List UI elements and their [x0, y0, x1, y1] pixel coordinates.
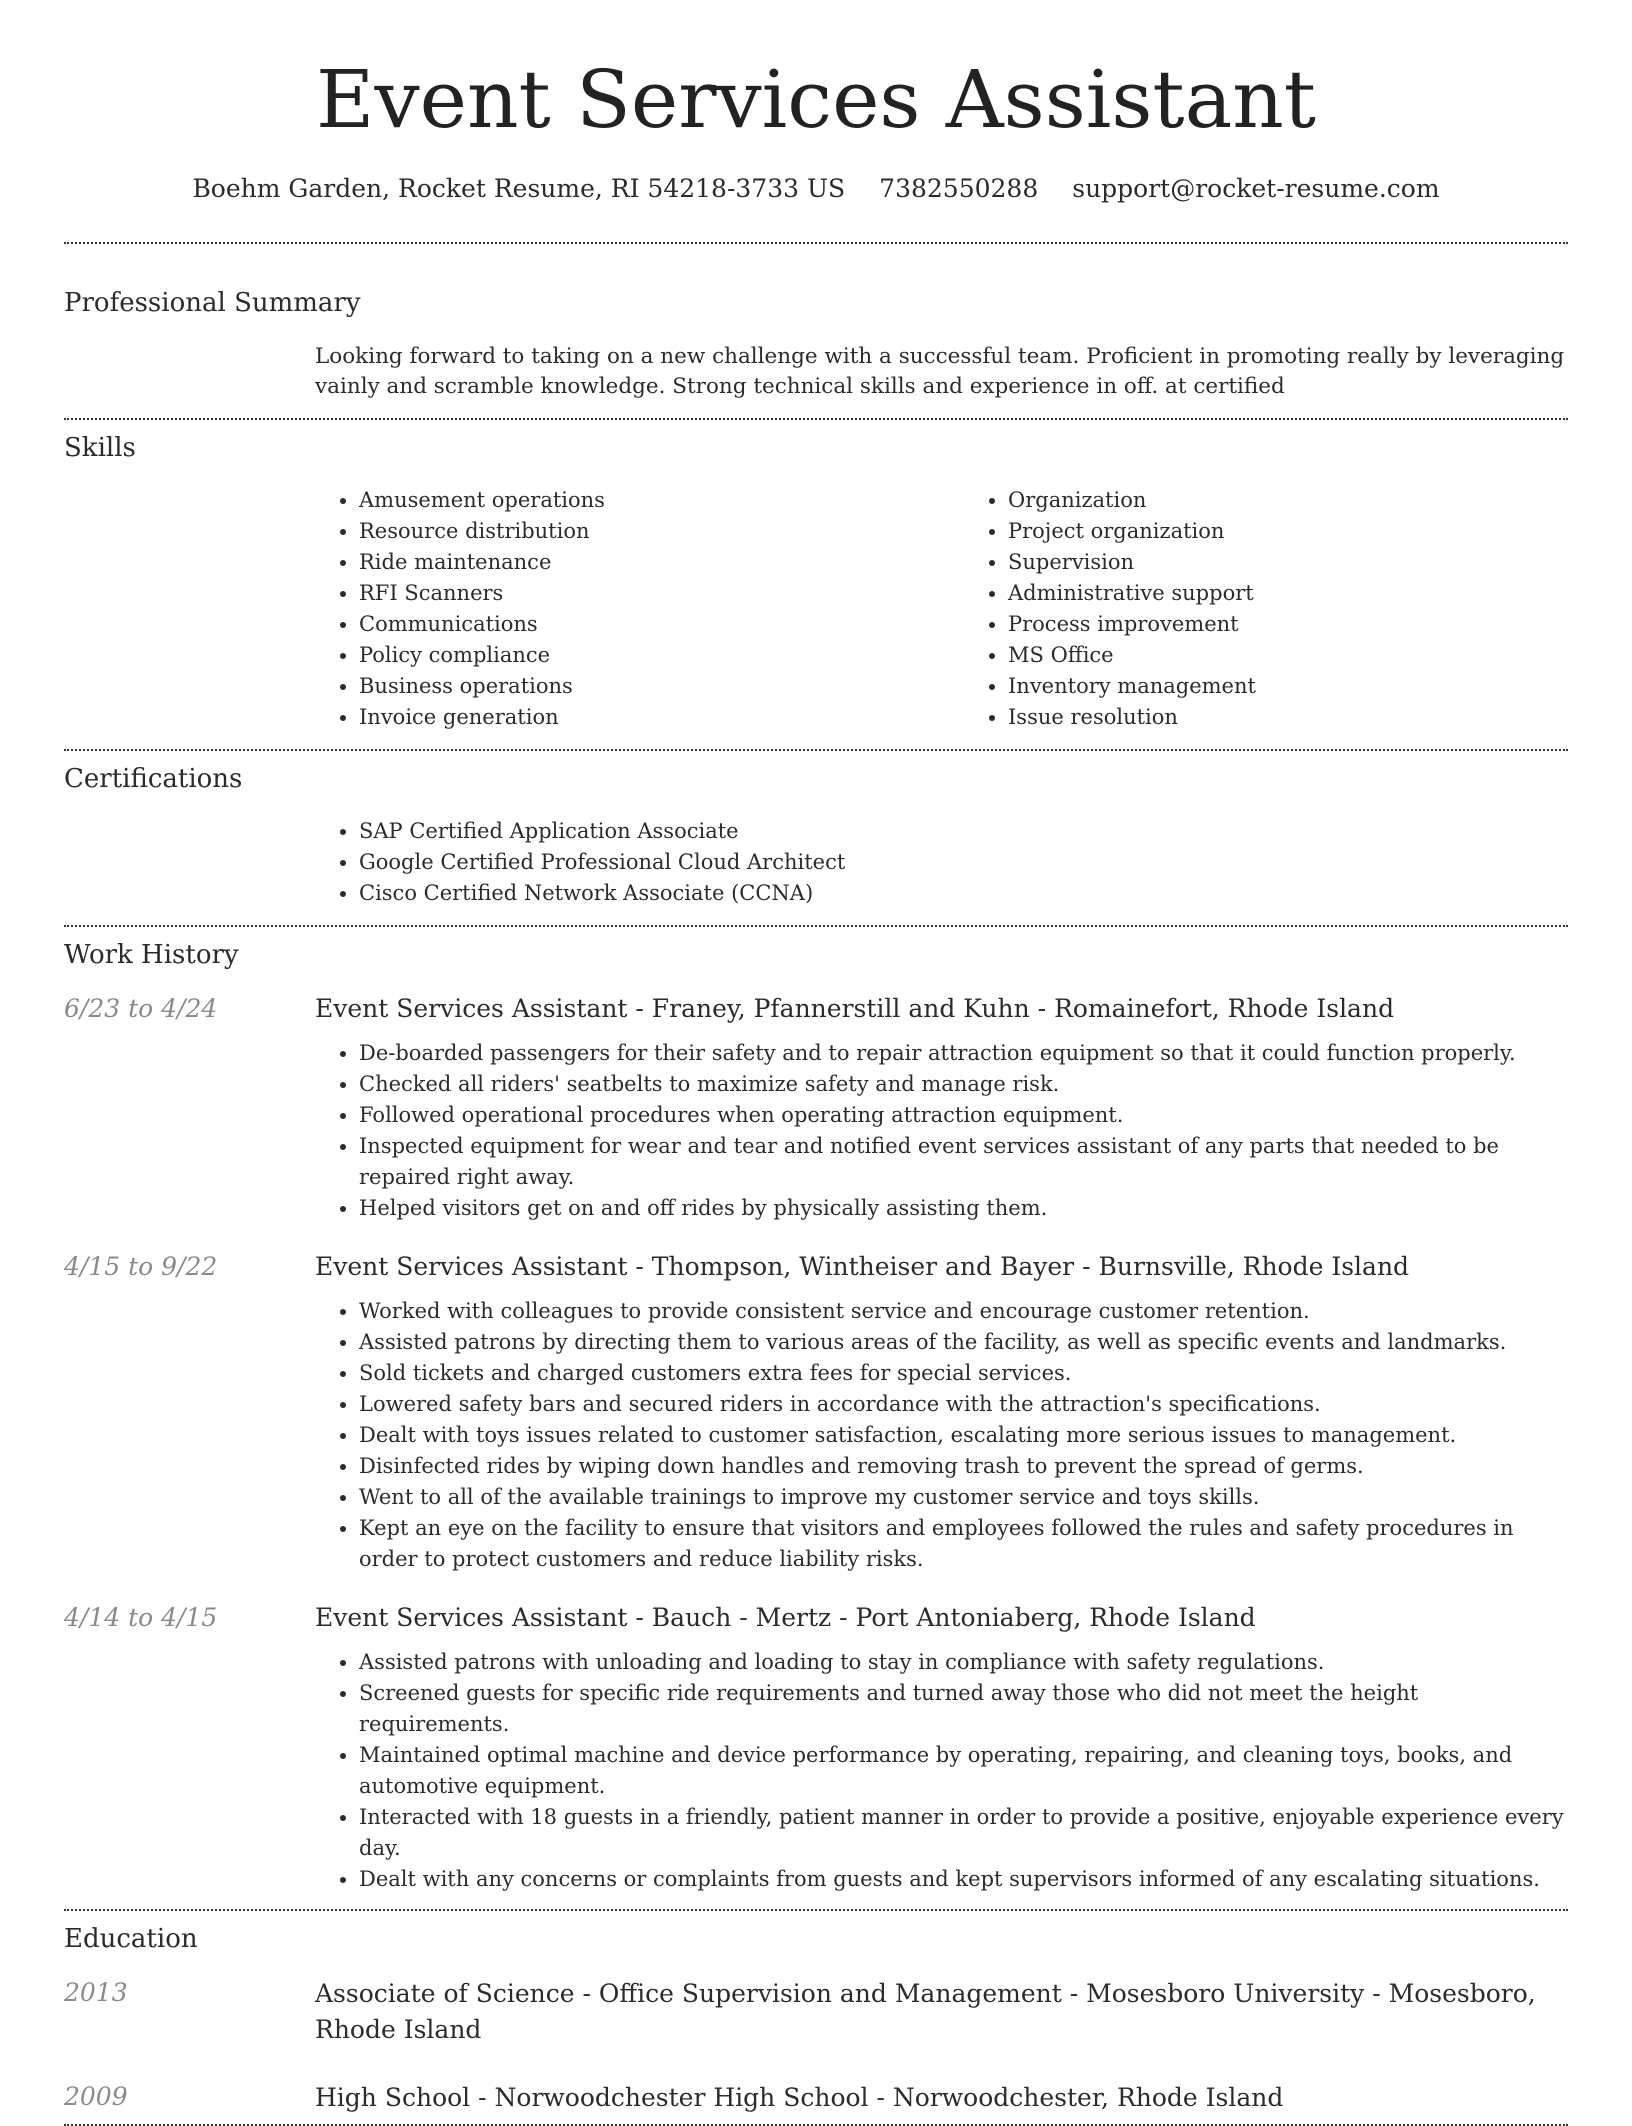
skill-item: • RFI Scanners: [359, 578, 919, 609]
job-details: [315, 1601, 1568, 1895]
education-school-location: - Norwoodchester High School - Norwoodchester, Rhode Island: [470, 2083, 1284, 2112]
skill-item: • Inventory management: [1008, 671, 1568, 702]
job-dates: 4/14 to 4/15: [64, 1603, 218, 1632]
education-details: [315, 2080, 1568, 2116]
education-degree: High School: [315, 2083, 471, 2112]
job-heading: [315, 992, 1568, 1026]
section-title-summary: Professional Summary: [64, 288, 361, 318]
contact-line: [64, 172, 1568, 206]
skill-item: • Amusement operations: [359, 485, 919, 516]
skill-item: • Project organization: [1008, 516, 1568, 547]
section-title-work: Work History: [64, 940, 239, 970]
education-degree: Associate of Science - Office Supervision and Management: [315, 1979, 1062, 2008]
job-bullets: [315, 1647, 1568, 1895]
job-bullet: • Kept an eye on the facility to ensure that visitors and employees followed the rules and safety procedures in order to protect customers and reduce liability risks.: [359, 1513, 1568, 1575]
job-bullet: • Assisted patrons by directing them to various areas of the facility, as well as specific events and landmarks.: [359, 1327, 1568, 1358]
education-section: [64, 1911, 1568, 2116]
job-bullet: • Helped visitors get on and off rides by physically assisting them.: [359, 1193, 1568, 1224]
job-dates: 4/15 to 9/22: [64, 1252, 218, 1281]
skill-item: • Invoice generation: [359, 702, 919, 733]
job-details: [315, 1250, 1568, 1575]
job-bullet: • Interacted with 18 guests in a friendly, patient manner in order to provide a positive, enjoyable experience every day.: [359, 1802, 1568, 1864]
certification-item: • Google Certified Professional Cloud Architect: [359, 847, 1568, 878]
job-bullet: • Maintained optimal machine and device performance by operating, repairing, and cleaning toys, books, and automotive equipment.: [359, 1740, 1568, 1802]
certification-item: • SAP Certified Application Associate: [359, 816, 1568, 847]
job-dates: 6/23 to 4/24: [64, 994, 218, 1023]
section-title-education: Education: [64, 1924, 198, 1954]
skills-columns: [315, 485, 1568, 733]
job-list: [64, 992, 1568, 1895]
section-title-certifications: Certifications: [64, 764, 243, 794]
job-entry: [64, 1601, 1568, 1895]
job-bullet: • Sold tickets and charged customers extra fees for special services.: [359, 1358, 1568, 1389]
skill-item: • Communications: [359, 609, 919, 640]
contact-address: Boehm Garden, Rocket Resume, RI 54218-3733 US: [192, 174, 846, 203]
summary-section: [64, 244, 1568, 402]
skills-list-left: [315, 485, 919, 733]
candidate-name: Event Services Assistant: [316, 53, 1316, 146]
certification-item: • Cisco Certified Network Associate (CCNA): [359, 878, 1568, 909]
job-heading: [315, 1601, 1568, 1635]
skill-item: • Organization: [1008, 485, 1568, 516]
skill-item: • Process improvement: [1008, 609, 1568, 640]
job-bullet: • Dealt with any concerns or complaints from guests and kept supervisors informed of any escalating situations.: [359, 1864, 1568, 1895]
job-bullet: • Went to all of the available trainings to improve my customer service and toys skills.: [359, 1482, 1568, 1513]
contact-phone: 7382550288: [879, 174, 1039, 203]
job-bullets: [315, 1296, 1568, 1575]
job-employer-location: - Franey, Pfannerstill and Kuhn - Romainefort, Rhode Island: [627, 994, 1395, 1023]
job-details: [315, 992, 1568, 1224]
skills-section: [64, 420, 1568, 733]
job-bullet: • Dealt with toys issues related to customer satisfaction, escalating more serious issues to management.: [359, 1420, 1568, 1451]
job-bullet: • Inspected equipment for wear and tear and notified event services assistant of any parts that needed to be repaired right away.: [359, 1131, 1568, 1193]
job-entry: [64, 992, 1568, 1224]
job-entry: [64, 1250, 1568, 1575]
education-details: [315, 1976, 1568, 2048]
skill-item: • Policy compliance: [359, 640, 919, 671]
job-bullet: • Assisted patrons with unloading and loading to stay in compliance with safety regulations.: [359, 1647, 1568, 1678]
certifications-list: [315, 816, 1568, 909]
job-bullets: [315, 1038, 1568, 1224]
resume-page: [64, 0, 1568, 2126]
skill-item: • MS Office: [1008, 640, 1568, 671]
skill-item: • Resource distribution: [359, 516, 919, 547]
job-bullet: • Lowered safety bars and secured riders in accordance with the attraction's specifications.: [359, 1389, 1568, 1420]
job-bullet: • Followed operational procedures when operating attraction equipment.: [359, 1100, 1568, 1131]
job-bullet: • De-boarded passengers for their safety and to repair attraction equipment so that it could function properly.: [359, 1038, 1568, 1069]
job-title: Event Services Assistant: [315, 994, 628, 1023]
job-heading: [315, 1250, 1568, 1284]
work-section: [64, 927, 1568, 1895]
skill-item: • Ride maintenance: [359, 547, 919, 578]
education-year: 2009: [64, 2082, 128, 2111]
section-title-skills: Skills: [64, 433, 136, 463]
certifications-body: [315, 816, 1568, 909]
skill-item: • Business operations: [359, 671, 919, 702]
education-year: 2013: [64, 1978, 128, 2007]
job-bullet: • Screened guests for specific ride requirements and turned away those who did not meet the height requirements.: [359, 1678, 1568, 1740]
job-bullet: • Worked with colleagues to provide consistent service and encourage customer retention.: [359, 1296, 1568, 1327]
skill-item: • Supervision: [1008, 547, 1568, 578]
education-entry: [64, 2080, 1568, 2116]
education-school-location: - Mosesboro University - Mosesboro, Rhode Island: [315, 1979, 1536, 2044]
job-title: Event Services Assistant: [315, 1603, 628, 1632]
job-employer-location: - Thompson, Wintheiser and Bayer - Burnsville, Rhode Island: [627, 1252, 1410, 1281]
job-title: Event Services Assistant: [315, 1252, 628, 1281]
skill-item: • Issue resolution: [1008, 702, 1568, 733]
job-bullet: • Disinfected rides by wiping down handles and removing trash to prevent the spread of germs.: [359, 1451, 1568, 1482]
skill-item: • Administrative support: [1008, 578, 1568, 609]
job-bullet: • Checked all riders' seatbelts to maximize safety and manage risk.: [359, 1069, 1568, 1100]
skills-list-right: [964, 485, 1568, 733]
education-entry: [64, 1976, 1568, 2048]
summary-text: Looking forward to taking on a new challenge with a successful team. Proficient in promoting really by leveraging vainly and scramble knowledge. Strong technical skills and experience in off. at certified: [315, 344, 1565, 399]
education-list: [64, 1976, 1568, 2116]
job-employer-location: - Bauch - Mertz - Port Antoniaberg, Rhode Island: [627, 1603, 1256, 1632]
contact-email: support@rocket-resume.com: [1072, 174, 1440, 203]
certifications-section: [64, 751, 1568, 909]
